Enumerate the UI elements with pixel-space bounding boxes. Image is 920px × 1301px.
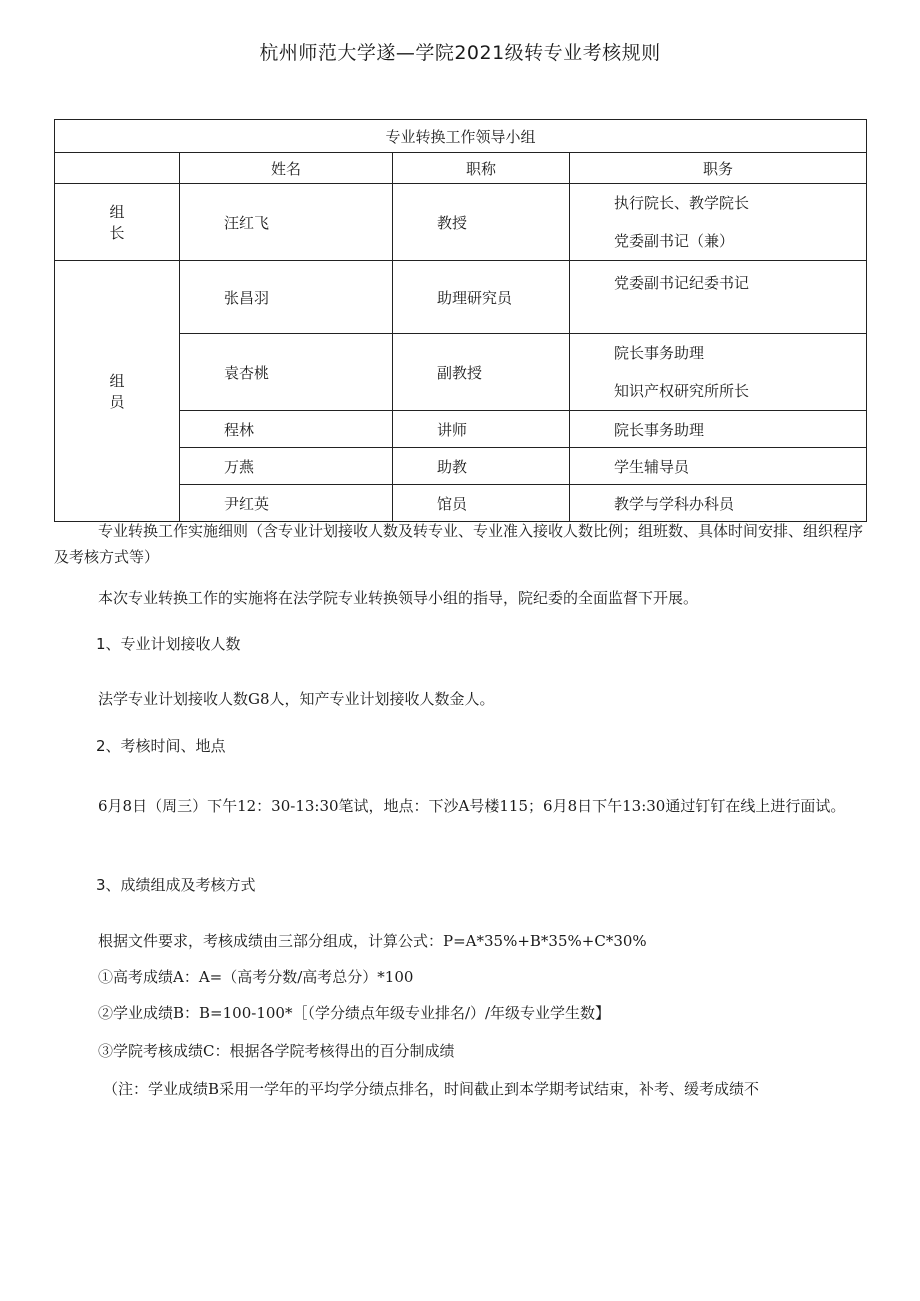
header-duty: 职务 bbox=[570, 153, 867, 184]
table-row bbox=[55, 261, 867, 334]
page-title: 杭州师范大学遂—学院2021级转专业考核规则 bbox=[259, 42, 661, 64]
group-member-label: 组 员 bbox=[55, 261, 180, 522]
member-duty: 院长事务助理 bbox=[570, 411, 867, 448]
section-2-heading: 2、考核时间、地点 bbox=[96, 737, 226, 755]
section-3-formula: 根据文件要求，考核成绩由三部分组成，计算公式：P=A*35%+B*35%+C*30% bbox=[98, 932, 647, 950]
member-title: 助教 bbox=[393, 448, 570, 485]
duty-line: 执行院长、教学院长 bbox=[614, 194, 750, 212]
intro-lead: 专业转换工作实施细则 bbox=[98, 522, 249, 540]
member-duty bbox=[570, 334, 867, 411]
duty-line: 党委副书记纪委书记 bbox=[614, 274, 750, 292]
section-3-item-c: ③学院考核成绩C：根据各学院考核得出的百分制成绩 bbox=[98, 1042, 455, 1060]
group-leader-label: 组 长 bbox=[55, 184, 180, 261]
header-name: 姓名 bbox=[180, 153, 393, 184]
member-title: 助理研究员 bbox=[393, 261, 570, 334]
duty-line: 知识产权研究所所长 bbox=[614, 382, 750, 400]
member-duty: 教学与学科办科员 bbox=[570, 485, 867, 522]
member-duty: 学生辅导员 bbox=[570, 448, 867, 485]
member-title: 副教授 bbox=[393, 334, 570, 411]
table-row bbox=[55, 184, 867, 261]
header-title: 职称 bbox=[393, 153, 570, 184]
duty-line: 党委副书记（兼） bbox=[614, 232, 735, 250]
leadership-table bbox=[54, 119, 867, 522]
intro-text: 本次专业转换工作的实施将在法学院专业转换领导小组的指导，院纪委的全面监督下开展。 bbox=[98, 589, 699, 607]
section-3-item-b: ②学业成绩B：B=100-100*［（学分绩点年级专业排名/）/年级专业学生数】 bbox=[98, 1004, 611, 1022]
header-blank bbox=[55, 153, 180, 184]
section-3-note: （注：学业成绩B采用一学年的平均学分绩点排名，时间截止到本学期考试结束，补考、缓考成绩不 bbox=[103, 1080, 760, 1098]
table-caption: 专业转换工作领导小组 bbox=[55, 120, 867, 153]
intro-rest: （含专业计划接收人数及转专业、专业准入接收人数比例；组班数、具体时间安排、组织程序及考核方式等） bbox=[54, 522, 864, 566]
duty-line: 院长事务助理 bbox=[614, 344, 705, 362]
section-1-text: 法学专业计划接收人数G8人，知产专业计划接收人数金人。 bbox=[98, 690, 495, 708]
leader-name: 汪红飞 bbox=[180, 184, 393, 261]
leader-duty bbox=[570, 184, 867, 261]
member-name: 程林 bbox=[180, 411, 393, 448]
section-3-heading: 3、成绩组成及考核方式 bbox=[96, 876, 256, 894]
member-duty bbox=[570, 261, 867, 334]
member-title: 讲师 bbox=[393, 411, 570, 448]
member-name: 张昌羽 bbox=[180, 261, 393, 334]
member-name: 袁杏桃 bbox=[180, 334, 393, 411]
intro-paragraph bbox=[54, 518, 864, 570]
leader-title: 教授 bbox=[393, 184, 570, 261]
member-name: 万燕 bbox=[180, 448, 393, 485]
section-2-text: 6月8日（周三）下午12：30-13:30笔试，地点：下沙A号楼115；6月8日下午13:30通过钉钉在线上进行面试。 bbox=[98, 797, 846, 815]
section-1-heading: 1、专业计划接收人数 bbox=[96, 635, 241, 653]
section-3-item-a: ①高考成绩A：A=（高考分数/高考总分）*100 bbox=[98, 968, 414, 986]
member-name: 尹红英 bbox=[180, 485, 393, 522]
member-title: 馆员 bbox=[393, 485, 570, 522]
